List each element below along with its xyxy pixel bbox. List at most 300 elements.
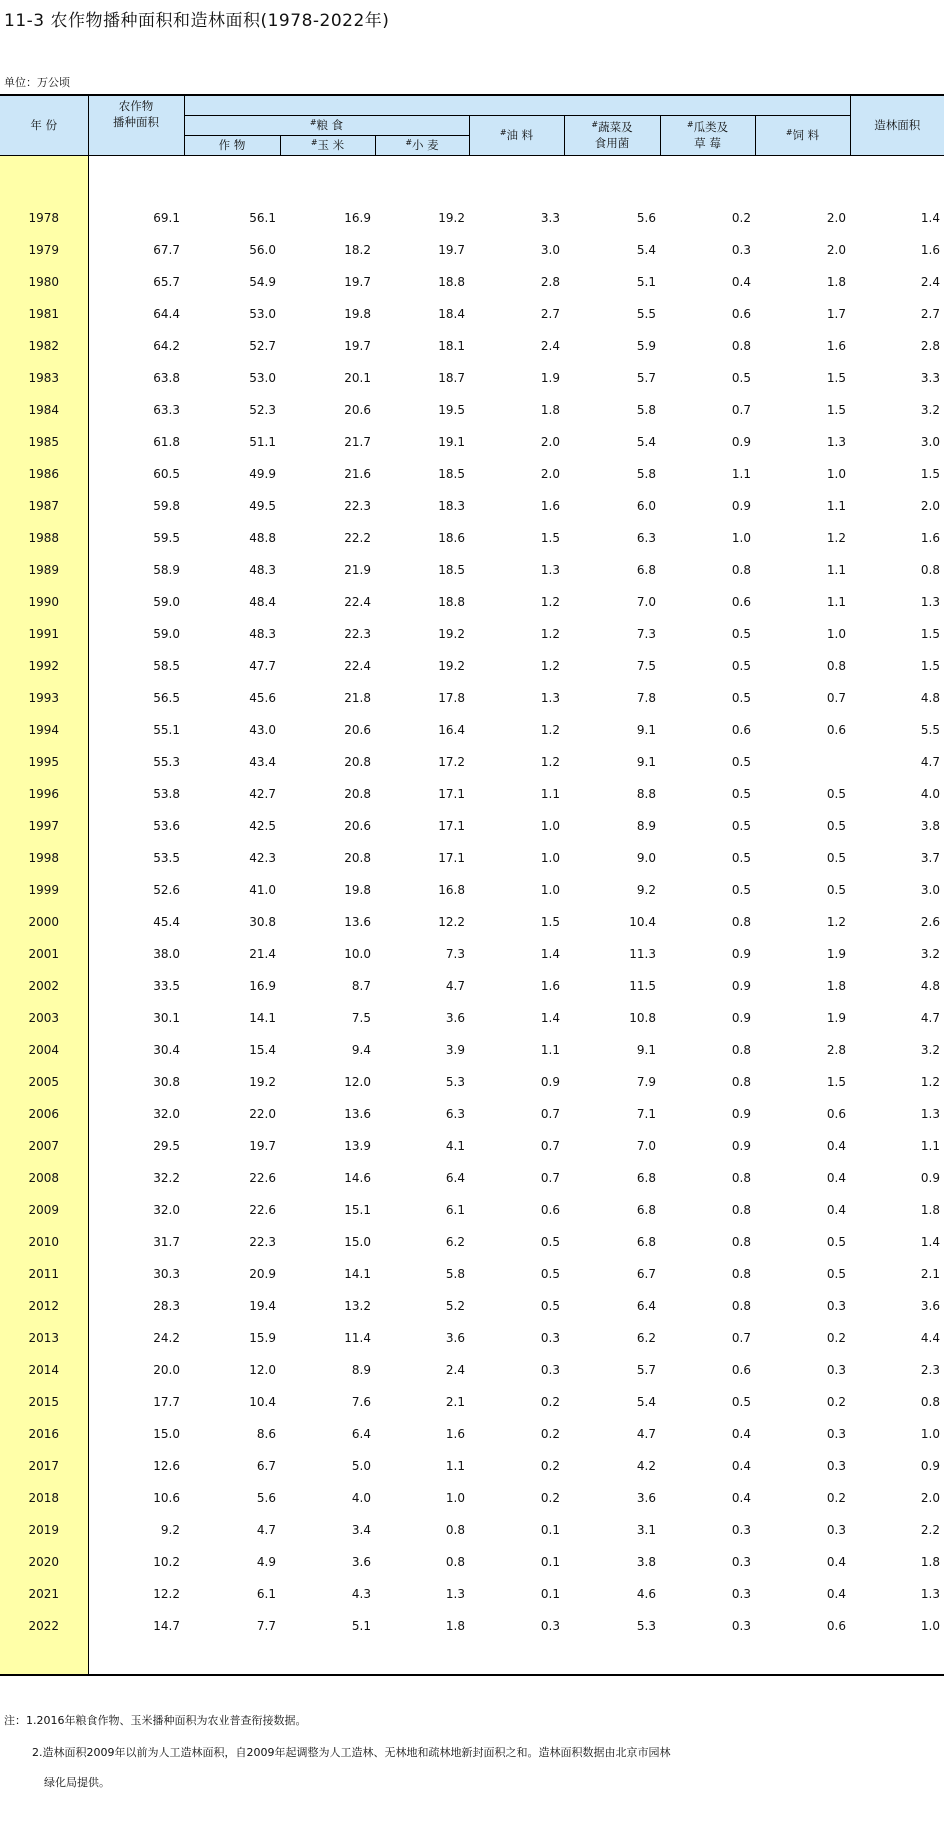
value-cell: 1.3 bbox=[920, 594, 941, 609]
value-cell: 20.8 bbox=[344, 850, 371, 865]
value-cell: 3.6 bbox=[636, 1490, 656, 1505]
value-cell: 45.4 bbox=[153, 914, 180, 929]
value-cell: 18.6 bbox=[438, 530, 465, 545]
value-cell: 0.5 bbox=[826, 1234, 847, 1249]
value-cell: 20.8 bbox=[344, 754, 371, 769]
value-cell: 6.7 bbox=[636, 1266, 656, 1281]
value-cell: 18.5 bbox=[438, 466, 465, 481]
year-cell: 1996 bbox=[0, 778, 88, 810]
value-cell: 1.1 bbox=[540, 1042, 560, 1057]
value-cell: 3.2 bbox=[920, 402, 941, 417]
value-cell: 42.3 bbox=[249, 850, 276, 865]
value-cell: 3.6 bbox=[351, 1554, 371, 1569]
value-cell: 0.2 bbox=[540, 1490, 560, 1505]
value-cell: 0.9 bbox=[731, 1138, 751, 1153]
value-cell: 0.5 bbox=[826, 786, 847, 801]
value-cell: 1.6 bbox=[540, 978, 560, 993]
value-cell: 65.7 bbox=[153, 274, 180, 289]
value-cell: 12.2 bbox=[153, 1586, 180, 1601]
value-cell: 32.2 bbox=[153, 1170, 180, 1185]
value-cell: 0.7 bbox=[540, 1170, 560, 1185]
value-cell: 5.6 bbox=[256, 1490, 276, 1505]
value-cell: 0.9 bbox=[731, 946, 751, 961]
year-cell: 2002 bbox=[0, 970, 88, 1002]
value-cell: 18.5 bbox=[438, 562, 465, 577]
value-cell: 19.4 bbox=[249, 1298, 276, 1313]
value-cell: 0.8 bbox=[731, 1266, 751, 1281]
value-cell: 3.8 bbox=[920, 818, 941, 833]
value-cell: 0.9 bbox=[731, 498, 751, 513]
value-cell: 0.1 bbox=[540, 1522, 560, 1537]
table-row bbox=[0, 490, 944, 522]
value-cell: 20.6 bbox=[344, 818, 371, 833]
value-cell: 1.2 bbox=[540, 594, 560, 609]
value-cell: 1.3 bbox=[540, 562, 560, 577]
value-cell: 6.3 bbox=[636, 530, 656, 545]
value-cell: 6.4 bbox=[351, 1426, 371, 1441]
table-row bbox=[0, 586, 944, 618]
value-cell: 4.8 bbox=[920, 978, 941, 993]
value-cell: 3.2 bbox=[920, 946, 941, 961]
value-cell: 10.0 bbox=[344, 946, 371, 961]
value-cell: 3.4 bbox=[351, 1522, 371, 1537]
value-cell: 17.1 bbox=[438, 818, 465, 833]
value-cell: 0.9 bbox=[731, 434, 751, 449]
value-cell: 32.0 bbox=[153, 1106, 180, 1121]
value-cell: 8.7 bbox=[351, 978, 371, 993]
value-cell: 0.8 bbox=[731, 338, 751, 353]
table-row bbox=[0, 1578, 944, 1610]
header-year: 年 份 bbox=[0, 95, 88, 155]
value-cell: 18.7 bbox=[438, 370, 465, 385]
value-cell: 0.8 bbox=[731, 1298, 751, 1313]
value-cell: 0.5 bbox=[540, 1266, 560, 1281]
year-cell: 1985 bbox=[0, 426, 88, 458]
value-cell: 5.1 bbox=[636, 274, 656, 289]
value-cell: 30.4 bbox=[153, 1042, 180, 1057]
value-cell: 9.4 bbox=[351, 1042, 371, 1057]
value-cell: 0.2 bbox=[540, 1394, 560, 1409]
year-cell: 1986 bbox=[0, 458, 88, 490]
value-cell: 0.7 bbox=[540, 1138, 560, 1153]
value-cell: 0.2 bbox=[826, 1330, 847, 1345]
value-cell: 1.6 bbox=[540, 498, 560, 513]
value-cell: 21.8 bbox=[344, 690, 371, 705]
value-cell: 59.0 bbox=[153, 626, 180, 641]
value-cell: 0.3 bbox=[731, 1618, 751, 1633]
table-row bbox=[0, 298, 944, 330]
value-cell: 1.6 bbox=[920, 242, 941, 257]
table-row bbox=[0, 1130, 944, 1162]
value-cell: 21.9 bbox=[344, 562, 371, 577]
value-cell: 5.6 bbox=[636, 210, 656, 225]
value-cell: 56.0 bbox=[249, 242, 276, 257]
value-cell: 19.7 bbox=[344, 274, 371, 289]
value-cell: 2.1 bbox=[445, 1394, 465, 1409]
value-cell: 6.0 bbox=[636, 498, 656, 513]
value-cell: 1.1 bbox=[445, 1458, 465, 1473]
value-cell: 0.5 bbox=[826, 882, 847, 897]
value-cell: 1.5 bbox=[920, 658, 941, 673]
value-cell: 56.1 bbox=[249, 210, 276, 225]
value-cell: 2.8 bbox=[920, 338, 941, 353]
table-row bbox=[0, 1194, 944, 1226]
value-cell: 31.7 bbox=[153, 1234, 180, 1249]
year-cell: 2004 bbox=[0, 1034, 88, 1066]
table-row bbox=[0, 1226, 944, 1258]
value-cell: 0.8 bbox=[731, 914, 751, 929]
value-cell: 1.5 bbox=[920, 466, 941, 481]
value-cell: 13.6 bbox=[344, 914, 371, 929]
value-cell: 0.6 bbox=[731, 594, 751, 609]
table-row bbox=[0, 618, 944, 650]
value-cell: 0.5 bbox=[731, 818, 751, 833]
year-cell: 1992 bbox=[0, 650, 88, 682]
value-cell: 42.5 bbox=[249, 818, 276, 833]
value-cell: 9.2 bbox=[160, 1522, 180, 1537]
value-cell: 3.8 bbox=[636, 1554, 656, 1569]
value-cell: 0.4 bbox=[826, 1554, 847, 1569]
value-cell: 3.6 bbox=[920, 1298, 941, 1313]
value-cell: 16.8 bbox=[438, 882, 465, 897]
value-cell: 5.7 bbox=[636, 1362, 656, 1377]
value-cell: 0.8 bbox=[920, 562, 941, 577]
year-cell: 1982 bbox=[0, 330, 88, 362]
value-cell: 22.3 bbox=[344, 626, 371, 641]
value-cell: 1.5 bbox=[826, 402, 847, 417]
table-row bbox=[0, 1258, 944, 1290]
value-cell: 13.6 bbox=[344, 1106, 371, 1121]
value-cell: 7.1 bbox=[636, 1106, 656, 1121]
value-cell: 0.5 bbox=[731, 370, 751, 385]
value-cell: 1.3 bbox=[826, 434, 847, 449]
value-cell: 6.8 bbox=[636, 1202, 656, 1217]
value-cell: 1.7 bbox=[826, 306, 847, 321]
value-cell: 28.3 bbox=[153, 1298, 180, 1313]
value-cell: 4.0 bbox=[920, 786, 941, 801]
value-cell: 41.0 bbox=[249, 882, 276, 897]
value-cell: 4.9 bbox=[256, 1554, 276, 1569]
value-cell: 19.2 bbox=[438, 658, 465, 673]
header-crops: 农作物 播种面积 bbox=[88, 95, 184, 155]
value-cell: 0.7 bbox=[826, 690, 847, 705]
table-row bbox=[0, 1002, 944, 1034]
header-melons: #瓜类及 草 莓 bbox=[660, 115, 755, 155]
value-cell: 15.9 bbox=[249, 1330, 276, 1345]
year-cell: 2003 bbox=[0, 1002, 88, 1034]
value-cell: 15.0 bbox=[344, 1234, 371, 1249]
value-cell: 1.3 bbox=[540, 690, 560, 705]
year-cell: 1984 bbox=[0, 394, 88, 426]
value-cell: 30.3 bbox=[153, 1266, 180, 1281]
value-cell: 11.3 bbox=[629, 946, 656, 961]
value-cell: 2.0 bbox=[920, 498, 941, 513]
value-cell: 2.0 bbox=[540, 466, 560, 481]
value-cell: 1.6 bbox=[826, 338, 847, 353]
value-cell: 22.4 bbox=[344, 594, 371, 609]
value-cell: 6.4 bbox=[636, 1298, 656, 1313]
value-cell: 33.5 bbox=[153, 978, 180, 993]
value-cell: 64.2 bbox=[153, 338, 180, 353]
header-wheat: #小 麦 bbox=[375, 135, 469, 155]
header-vegetables: #蔬菜及 食用菌 bbox=[564, 115, 660, 155]
value-cell: 1.1 bbox=[826, 498, 847, 513]
value-cell: 1.9 bbox=[826, 946, 847, 961]
value-cell: 0.5 bbox=[731, 786, 751, 801]
year-cell: 2012 bbox=[0, 1290, 88, 1322]
value-cell: 0.8 bbox=[731, 1170, 751, 1185]
value-cell: 0.6 bbox=[826, 1618, 847, 1633]
value-cell: 42.7 bbox=[249, 786, 276, 801]
table-row bbox=[0, 1514, 944, 1546]
value-cell: 6.1 bbox=[445, 1202, 465, 1217]
value-cell: 5.0 bbox=[351, 1458, 371, 1473]
value-cell: 0.8 bbox=[826, 658, 847, 673]
value-cell: 1.1 bbox=[731, 466, 751, 481]
value-cell: 7.7 bbox=[256, 1618, 276, 1633]
value-cell: 49.5 bbox=[249, 498, 276, 513]
table-row bbox=[0, 1546, 944, 1578]
value-cell: 1.3 bbox=[445, 1586, 465, 1601]
value-cell: 0.5 bbox=[731, 690, 751, 705]
value-cell: 0.9 bbox=[731, 1106, 751, 1121]
value-cell: 9.1 bbox=[636, 722, 656, 737]
year-cell: 2018 bbox=[0, 1482, 88, 1514]
value-cell: 19.2 bbox=[438, 626, 465, 641]
value-cell: 4.1 bbox=[445, 1138, 465, 1153]
value-cell: 30.8 bbox=[249, 914, 276, 929]
table-row bbox=[0, 266, 944, 298]
value-cell: 5.5 bbox=[636, 306, 656, 321]
year-cell: 1978 bbox=[0, 202, 88, 234]
year-cell: 1981 bbox=[0, 298, 88, 330]
year-cell: 2017 bbox=[0, 1450, 88, 1482]
table-row bbox=[0, 1034, 944, 1066]
value-cell: 1.8 bbox=[445, 1618, 465, 1633]
value-cell: 1.8 bbox=[826, 978, 847, 993]
value-cell: 14.1 bbox=[249, 1010, 276, 1025]
value-cell: 11.5 bbox=[629, 978, 656, 993]
value-cell: 18.1 bbox=[438, 338, 465, 353]
value-cell: 63.3 bbox=[153, 402, 180, 417]
year-cell: 2014 bbox=[0, 1354, 88, 1386]
value-cell: 4.7 bbox=[445, 978, 465, 993]
value-cell: 48.3 bbox=[249, 562, 276, 577]
value-cell: 0.8 bbox=[731, 562, 751, 577]
value-cell: 1.4 bbox=[540, 946, 560, 961]
value-cell: 1.5 bbox=[540, 530, 560, 545]
value-cell: 0.9 bbox=[540, 1074, 560, 1089]
value-cell: 6.7 bbox=[256, 1458, 276, 1473]
year-cell: 2005 bbox=[0, 1066, 88, 1098]
table-row bbox=[0, 1418, 944, 1450]
value-cell: 8.8 bbox=[636, 786, 656, 801]
value-cell: 0.3 bbox=[731, 242, 751, 257]
value-cell: 20.0 bbox=[153, 1362, 180, 1377]
value-cell: 0.4 bbox=[826, 1586, 847, 1601]
value-cell: 7.6 bbox=[351, 1394, 371, 1409]
footnotes bbox=[4, 1712, 670, 1792]
value-cell: 15.1 bbox=[344, 1202, 371, 1217]
value-cell: 1.6 bbox=[445, 1426, 465, 1441]
value-cell: 7.9 bbox=[636, 1074, 656, 1089]
value-cell: 0.2 bbox=[826, 1490, 847, 1505]
value-cell: 53.0 bbox=[249, 306, 276, 321]
value-cell: 14.6 bbox=[344, 1170, 371, 1185]
value-cell: 29.5 bbox=[153, 1138, 180, 1153]
year-cell: 1979 bbox=[0, 234, 88, 266]
value-cell: 1.2 bbox=[540, 754, 560, 769]
value-cell: 8.9 bbox=[351, 1362, 371, 1377]
value-cell: 0.5 bbox=[731, 626, 751, 641]
year-cell: 2009 bbox=[0, 1194, 88, 1226]
value-cell: 6.4 bbox=[445, 1170, 465, 1185]
value-cell: 0.5 bbox=[826, 1266, 847, 1281]
header-grain-bottom: 作 物 bbox=[184, 135, 280, 155]
value-cell: 3.6 bbox=[445, 1010, 465, 1025]
value-cell: 69.1 bbox=[153, 210, 180, 225]
value-cell: 0.6 bbox=[826, 1106, 847, 1121]
value-cell: 52.6 bbox=[153, 882, 180, 897]
year-cell: 2021 bbox=[0, 1578, 88, 1610]
header-forest: 造林面积 bbox=[850, 95, 944, 155]
value-cell: 5.2 bbox=[445, 1298, 465, 1313]
value-cell: 20.6 bbox=[344, 402, 371, 417]
value-cell: 1.3 bbox=[920, 1586, 941, 1601]
value-cell: 3.0 bbox=[920, 882, 941, 897]
value-cell: 9.0 bbox=[636, 850, 656, 865]
value-cell: 0.7 bbox=[731, 402, 751, 417]
value-cell: 22.0 bbox=[249, 1106, 276, 1121]
value-cell: 9.1 bbox=[636, 754, 656, 769]
value-cell: 12.0 bbox=[344, 1074, 371, 1089]
value-cell: 15.4 bbox=[249, 1042, 276, 1057]
value-cell: 58.5 bbox=[153, 658, 180, 673]
year-cell: 2011 bbox=[0, 1258, 88, 1290]
value-cell: 0.9 bbox=[920, 1458, 941, 1473]
value-cell: 53.5 bbox=[153, 850, 180, 865]
value-cell: 19.5 bbox=[438, 402, 465, 417]
table-row bbox=[0, 874, 944, 906]
value-cell: 47.7 bbox=[249, 658, 276, 673]
value-cell: 4.7 bbox=[636, 1426, 656, 1441]
value-cell: 3.3 bbox=[920, 370, 941, 385]
page-title: 11-3 农作物播种面积和造林面积(1978-2022年) bbox=[4, 11, 390, 31]
value-cell: 3.2 bbox=[920, 1042, 941, 1057]
value-cell: 18.8 bbox=[438, 274, 465, 289]
value-cell: 19.8 bbox=[344, 306, 371, 321]
year-cell: 2008 bbox=[0, 1162, 88, 1194]
table-row bbox=[0, 714, 944, 746]
value-cell: 20.8 bbox=[344, 786, 371, 801]
value-cell: 16.9 bbox=[344, 210, 371, 225]
year-cell: 1991 bbox=[0, 618, 88, 650]
table-row bbox=[0, 842, 944, 874]
value-cell: 2.4 bbox=[445, 1362, 465, 1377]
value-cell: 2.0 bbox=[540, 434, 560, 449]
year-cell: 2013 bbox=[0, 1322, 88, 1354]
value-cell: 8.6 bbox=[256, 1426, 276, 1441]
value-cell: 15.0 bbox=[153, 1426, 180, 1441]
value-cell: 1.1 bbox=[540, 786, 560, 801]
table-row bbox=[0, 330, 944, 362]
value-cell: 1.2 bbox=[540, 626, 560, 641]
value-cell: 5.7 bbox=[636, 370, 656, 385]
value-cell: 20.6 bbox=[344, 722, 371, 737]
value-cell: 1.9 bbox=[826, 1010, 847, 1025]
value-cell: 0.4 bbox=[731, 274, 751, 289]
table-row bbox=[0, 1162, 944, 1194]
value-cell: 2.8 bbox=[540, 274, 560, 289]
value-cell: 1.1 bbox=[920, 1138, 941, 1153]
table-row bbox=[0, 778, 944, 810]
value-cell: 2.1 bbox=[920, 1266, 941, 1281]
value-cell: 20.9 bbox=[249, 1266, 276, 1281]
value-cell: 55.1 bbox=[153, 722, 180, 737]
value-cell: 21.6 bbox=[344, 466, 371, 481]
value-cell: 48.8 bbox=[249, 530, 276, 545]
value-cell: 20.1 bbox=[344, 370, 371, 385]
value-cell: 59.8 bbox=[153, 498, 180, 513]
value-cell: 13.9 bbox=[344, 1138, 371, 1153]
value-cell: 7.5 bbox=[636, 658, 656, 673]
value-cell: 6.3 bbox=[445, 1106, 465, 1121]
value-cell: 18.8 bbox=[438, 594, 465, 609]
table-row bbox=[0, 458, 944, 490]
table-row bbox=[0, 1354, 944, 1386]
header-grain: #粮 食 bbox=[184, 115, 469, 135]
value-cell: 1.2 bbox=[826, 530, 847, 545]
value-cell: 19.7 bbox=[249, 1138, 276, 1153]
value-cell: 1.5 bbox=[826, 370, 847, 385]
value-cell: 24.2 bbox=[153, 1330, 180, 1345]
value-cell: 2.4 bbox=[920, 274, 941, 289]
value-cell: 22.2 bbox=[344, 530, 371, 545]
value-cell: 2.0 bbox=[826, 242, 847, 257]
value-cell: 0.2 bbox=[826, 1394, 847, 1409]
value-cell: 1.2 bbox=[540, 658, 560, 673]
value-cell: 5.3 bbox=[636, 1618, 656, 1633]
year-cell: 1997 bbox=[0, 810, 88, 842]
value-cell: 4.7 bbox=[920, 1010, 941, 1025]
year-cell: 1993 bbox=[0, 682, 88, 714]
value-cell: 63.8 bbox=[153, 370, 180, 385]
table-row bbox=[0, 522, 944, 554]
value-cell: 0.6 bbox=[731, 722, 751, 737]
value-cell: 0.4 bbox=[826, 1202, 847, 1217]
value-cell: 1.4 bbox=[540, 1010, 560, 1025]
value-cell: 0.3 bbox=[540, 1330, 560, 1345]
value-cell: 16.9 bbox=[249, 978, 276, 993]
value-cell: 0.2 bbox=[540, 1458, 560, 1473]
table-row bbox=[0, 202, 944, 234]
value-cell: 1.0 bbox=[920, 1618, 941, 1633]
value-cell: 1.0 bbox=[445, 1490, 465, 1505]
value-cell: 5.1 bbox=[351, 1618, 371, 1633]
value-cell: 0.5 bbox=[731, 658, 751, 673]
value-cell: 6.8 bbox=[636, 1170, 656, 1185]
value-cell: 7.3 bbox=[636, 626, 656, 641]
spacer-row bbox=[0, 155, 944, 202]
value-cell: 48.4 bbox=[249, 594, 276, 609]
year-cell: 2016 bbox=[0, 1418, 88, 1450]
value-cell: 43.4 bbox=[249, 754, 276, 769]
value-cell: 45.6 bbox=[249, 690, 276, 705]
value-cell: 1.0 bbox=[540, 818, 560, 833]
value-cell: 1.5 bbox=[920, 626, 941, 641]
value-cell: 19.1 bbox=[438, 434, 465, 449]
table-header bbox=[0, 95, 944, 155]
